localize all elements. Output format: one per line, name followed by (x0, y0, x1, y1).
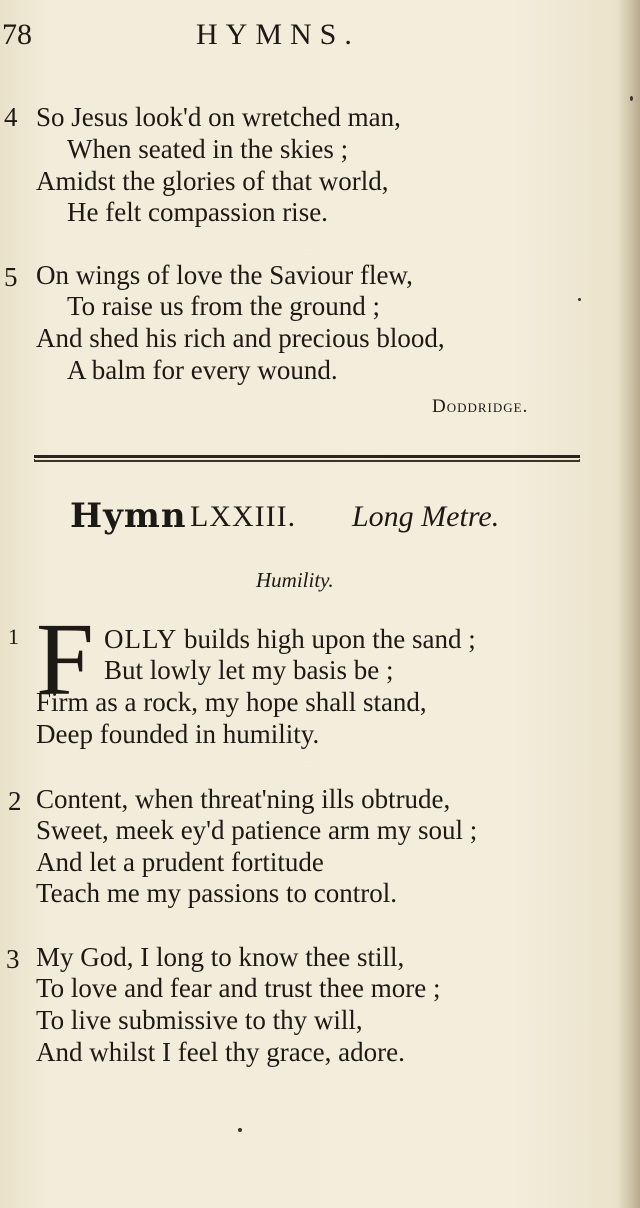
stanza-number: 1 (8, 624, 19, 649)
verse-line: My God, I long to know thee still, (36, 942, 405, 972)
verse-line: To live submissive to thy will, (36, 1005, 363, 1035)
page-edge-shadow (618, 0, 640, 1208)
first-word-rest: OLLY (104, 624, 178, 654)
verse-line: On wings of love the Saviour flew, (36, 260, 413, 290)
verse-line: So Jesus look'd on wretched man, (36, 102, 401, 132)
paper-speck (630, 96, 633, 101)
verse-line: And let a prudent fortitude (36, 847, 324, 877)
verse-line: Firm as a rock, my hope shall stand, (36, 687, 427, 717)
paper-speck (238, 1128, 242, 1132)
paper-speck (578, 298, 581, 301)
stanza-number: 2 (8, 786, 22, 816)
verse-line: Deep founded in humility. (36, 719, 320, 749)
hymn-metre: Long Metre. (352, 500, 500, 533)
verse-line: builds high upon the sand ; (177, 624, 476, 654)
author-attribution: Doddridge. (432, 396, 529, 417)
verse-line: But lowly let my basis be ; (104, 655, 394, 685)
verse-line: Content, when threat'ning ills obtrude, (36, 784, 451, 814)
verse-line: Teach me my passions to control. (36, 878, 398, 908)
verse-line: He felt compassion rise. (67, 197, 328, 227)
verse-line: When seated in the skies ; (67, 134, 349, 164)
verse-line: Sweet, meek ey'd patience arm my soul ; (36, 815, 478, 845)
stanza-number: 5 (4, 262, 18, 292)
section-divider (34, 455, 580, 458)
page-number: 78 (2, 18, 32, 51)
verse-line-first (104, 624, 476, 655)
verse-line: And whilst I feel thy grace, adore. (36, 1037, 405, 1067)
hymn-label: Hymn (70, 496, 187, 536)
verse-line: A balm for every wound. (67, 355, 338, 385)
running-title: HYMNS. (196, 18, 360, 51)
verse-line: And shed his rich and precious blood, (36, 323, 445, 353)
hymn-subject: Humility. (256, 568, 334, 592)
verse-line: Amidst the glories of that world, (36, 166, 389, 196)
stanza-number: 3 (6, 944, 20, 974)
drop-cap: F (36, 602, 94, 717)
hymn-number: LXXIII. (190, 500, 297, 533)
verse-line: To love and fear and trust thee more ; (36, 973, 441, 1003)
stanza-number: 4 (4, 102, 18, 132)
verse-line: To raise us from the ground ; (67, 291, 381, 321)
